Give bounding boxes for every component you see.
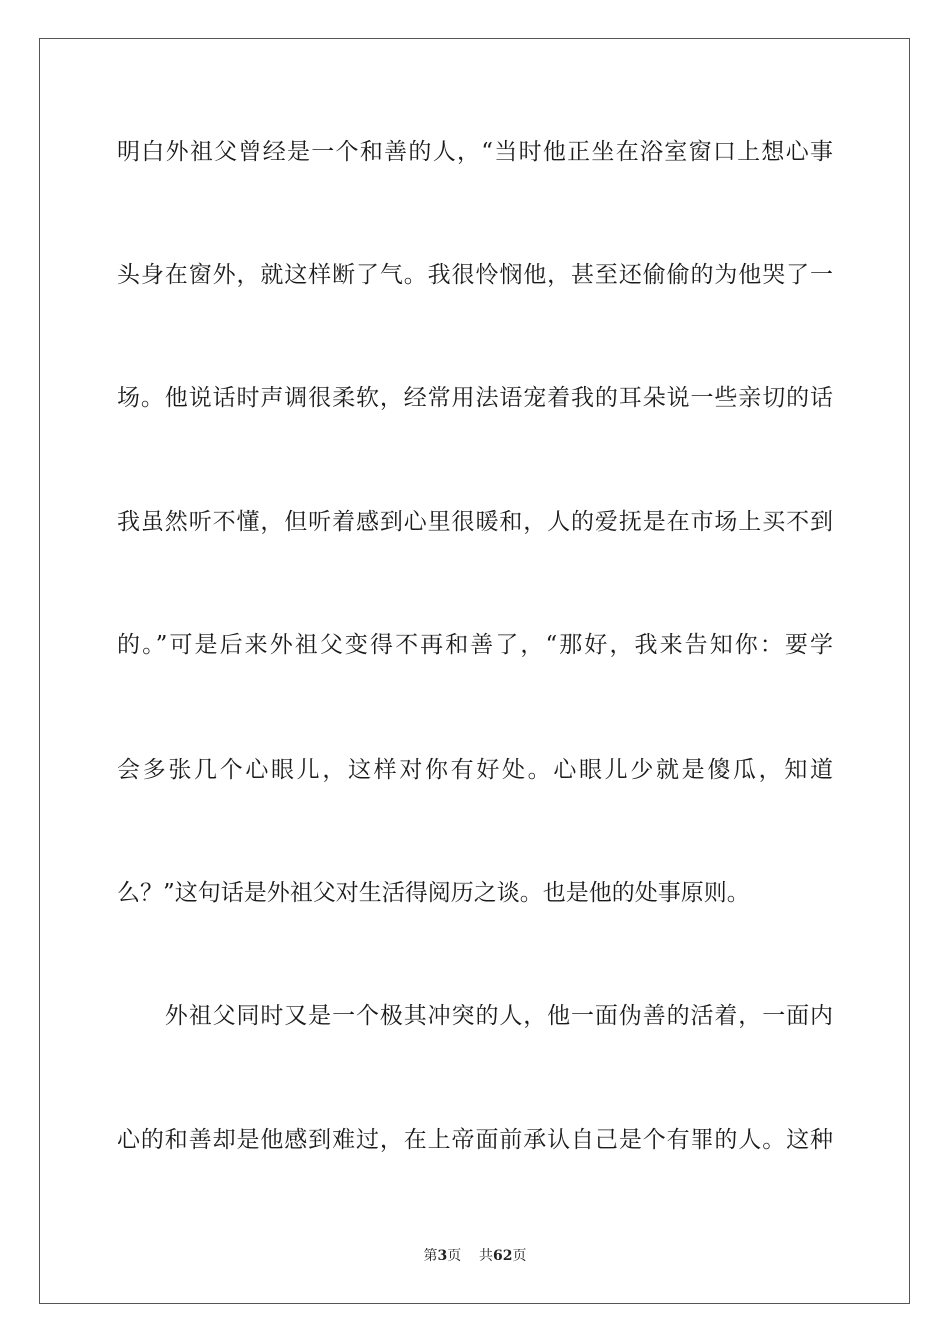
text-line-6: 会多张几个心眼儿，这样对你有好处。心眼儿少就是傻瓜，知道 [117, 757, 833, 783]
text-line-5: 的。”可是后来外祖父变得不再和善了，“那好，我来告知你：要学 [117, 632, 833, 658]
footer-total-suffix: 页 [512, 1248, 527, 1264]
text-line-2: 头身在窗外，就这样断了气。我很怜悯他，甚至还偷偷的为他哭了一 [117, 262, 833, 288]
text-line-4: 我虽然听不懂，但听着感到心里很暖和，人的爱抚是在市场上买不到 [117, 509, 833, 535]
footer-page-number: 3 [437, 1248, 448, 1264]
text-line-3: 场。他说话时声调很柔软，经常用法语宠着我的耳朵说一些亲切的话 [117, 385, 833, 411]
text-line-9: 心的和善却是他感到难过，在上帝面前承认自己是个有罪的人。这种 [117, 1127, 833, 1153]
text-line-8: 外祖父同时又是一个极其冲突的人，他一面伪善的活着，一面内 [117, 1003, 833, 1029]
text-line-1: 明白外祖父曾经是一个和善的人，“当时他正坐在浴室窗口上想心事 [117, 139, 833, 165]
text-line-7: 么？”这句话是外祖父对生活得阅历之谈。也是他的处事原则。 [117, 880, 750, 906]
page-frame [39, 38, 910, 1304]
footer-page-suffix: 页 [447, 1248, 462, 1264]
page-footer [0, 1247, 950, 1265]
footer-page-prefix: 第 [423, 1248, 438, 1264]
footer-total-prefix: 共 [479, 1248, 494, 1264]
footer-total-pages: 62 [493, 1248, 513, 1264]
